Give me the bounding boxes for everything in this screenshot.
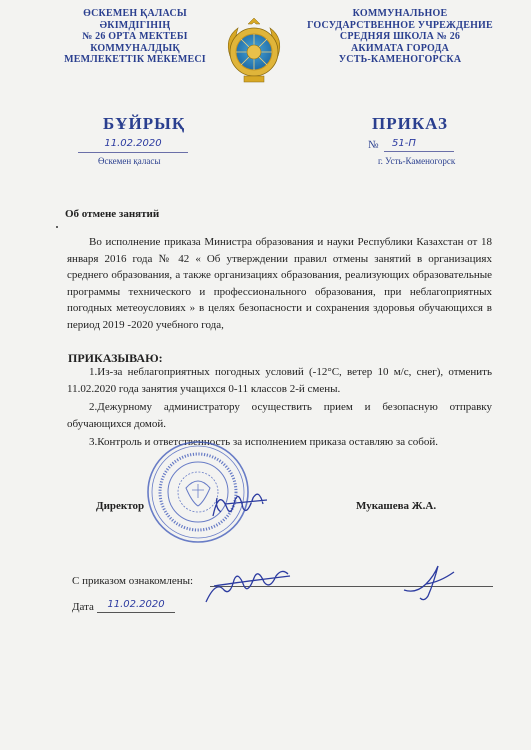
header-right-line: СРЕДНЯЯ ШКОЛА № 26	[339, 31, 461, 42]
order-subject: Об отмене занятий	[65, 208, 160, 220]
acknowledgment-date-label: Дата	[72, 601, 94, 613]
signature-role: Директор	[96, 500, 145, 512]
header-left-line: ӘКІМДІГІНІҢ	[99, 19, 171, 31]
order-heading: ПРИКАЗЫВАЮ:	[68, 351, 163, 365]
acknowledgment-date-handwritten: 11.02.2020	[97, 599, 175, 613]
title-russian: ПРИКАЗ	[372, 114, 448, 133]
acknowledgment-label: С приказом ознакомлены:	[72, 575, 194, 587]
header-left-line: МЕМЛЕКЕТТІК МЕКЕМЕСІ	[64, 54, 206, 65]
city-russian: г. Усть-Каменогорск	[378, 156, 456, 166]
header-right-line: ГОСУДАРСТВЕННОЕ УЧРЕЖДЕНИЕ	[307, 19, 493, 31]
header-left-line: КОММУНАЛДЫҚ	[90, 42, 180, 54]
margin-dot	[56, 226, 58, 228]
header-right-line: КОММУНАЛЬНОЕ	[352, 8, 448, 19]
header-right-line: УСТЬ-КАМЕНОГОРСКА	[338, 54, 462, 65]
preamble-paragraph: Во исполнение приказа Министра образования и науки Республики Казахстан от 18 января 2016 года № 42 « Об утверждении правил отмены занятий в организациях среднего образования, а также организациях образования, реализующих образовательные программы технического и профессионального образования, при неблагоприятных погодных метеоусловиях » в целях безопасности и сохранения здоровья обучающихся в период 2019 -2020 учебного года,	[67, 236, 492, 331]
director-signature-icon	[205, 478, 275, 528]
header-left-line: № 26 ОРТА МЕКТЕБІ	[82, 31, 188, 42]
header-left-line: ӨСКЕМЕН ҚАЛАСЫ	[83, 8, 187, 19]
kazakhstan-emblem-icon	[218, 16, 290, 88]
order-item: 3.Контроль и ответственность за исполнением приказа оставляю за собой.	[89, 436, 438, 448]
order-date-handwritten: 11.02.2020	[78, 138, 188, 153]
header-right-line: АКИМАТА ГОРОДА	[350, 42, 450, 54]
order-item: 2.Дежурному администратору осуществить прием и безопасную отправку обучающихся домой.	[67, 401, 492, 430]
acknowledgment-signature-icon	[200, 560, 295, 610]
second-signature-icon	[398, 560, 458, 604]
city-kazakh: Өскемен қаласы	[98, 156, 161, 166]
order-number-label: №	[368, 139, 379, 151]
director-name: Мукашева Ж.А.	[356, 500, 437, 512]
title-kazakh: БҰЙРЫҚ	[103, 114, 186, 133]
order-number-handwritten: 51-П	[384, 138, 454, 152]
header-right-russian	[300, 8, 500, 66]
order-item: 1.Из-за неблагоприятных погодных условий (-12°С, ветер 10 м/с, снег), отменить 11.02.2020 года занятия учащихся 0-11 классов 2-й смены.	[67, 366, 492, 395]
header-left-kazakh	[40, 8, 230, 66]
